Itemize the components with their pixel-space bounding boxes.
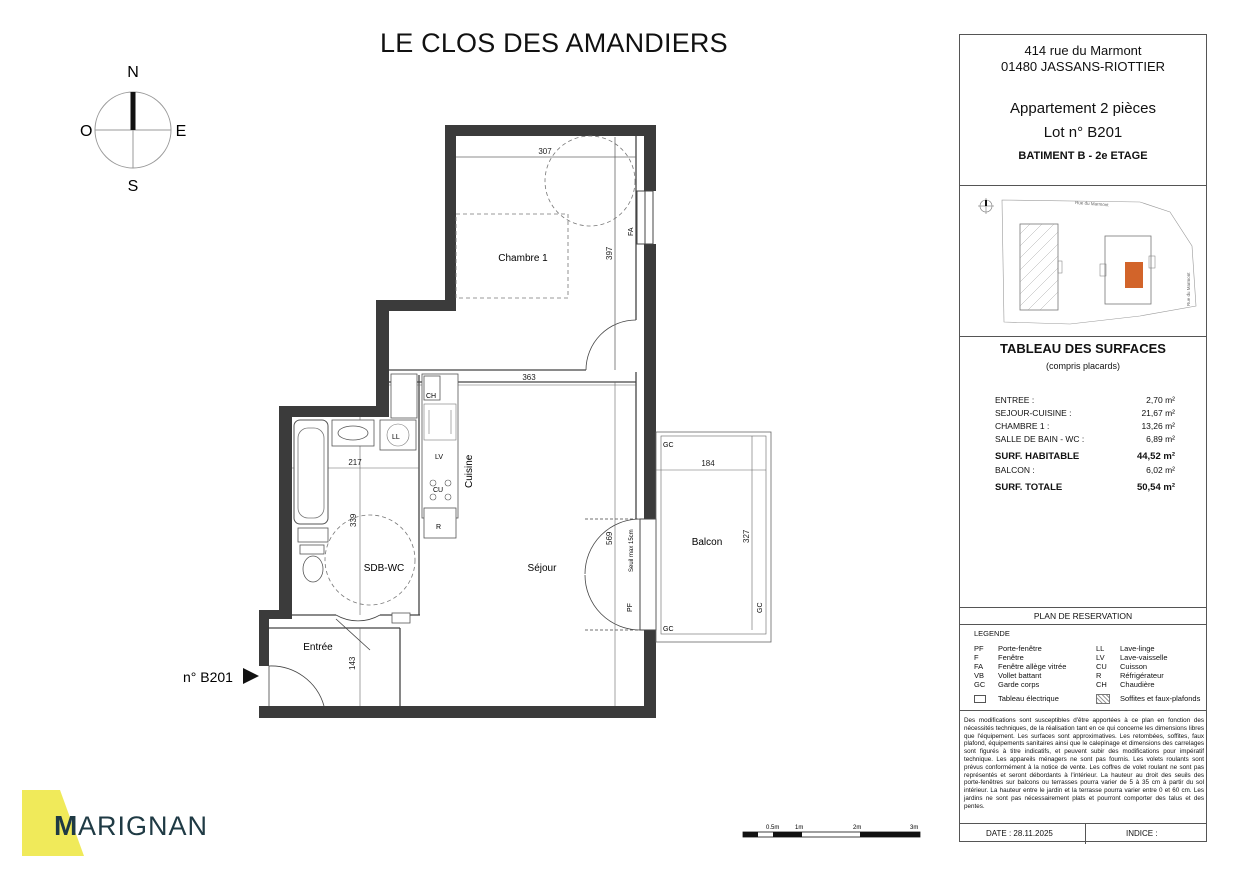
room-sejour: Séjour [527,563,557,574]
compass-west: O [80,123,93,140]
r-label: R [436,524,442,531]
compass-north: N [127,64,139,81]
cu-label: CU [433,487,444,494]
surface-totale-row [995,478,1175,496]
site-street-label: Rue du Marmont [1074,200,1109,208]
address-block [960,43,1206,75]
room-sdb: SDB-WC [363,563,405,574]
apartment-type: Appartement 2 pièces [1010,100,1156,117]
marignan-logo [22,790,252,860]
plan-reservation-label: PLAN DE RESERVATION [1033,611,1133,621]
electric-panel-icon [974,695,986,703]
dim-327: 327 [742,529,751,543]
lv-label: LV [435,454,444,461]
legend-right-list: LL Lave-linge LV Lave-vaisselle CU Cuisson R Réfrigérateur CH Chaudière [1096,644,1168,689]
logo-letter: M [54,810,78,841]
room-cuisine: Cuisine [464,454,475,488]
dim-307: 307 [538,147,552,156]
ll-label: LL [392,434,400,441]
surface-value: 21,67 m² [1141,408,1175,418]
dim-217: 217 [348,458,362,467]
entry-arrow-icon [243,668,259,684]
surface-habitable-value: 44,52 m² [1136,450,1175,462]
indice-label: INDICE : [1126,829,1158,838]
surface-habitable-row [995,447,1175,465]
legend-block [960,607,1206,711]
compass-east: E [175,123,187,140]
table-title: TABLEAU DES SURFACES [1000,341,1166,356]
surface-row [995,421,1175,434]
address-line-2: 01480 JASSANS-RIOTTIER [1001,59,1165,74]
lot-highlight [1125,262,1143,288]
surface-label: SEJOUR-CUISINE : [995,408,1072,418]
surface-label: CHAMBRE 1 : [995,421,1050,431]
surface-row [995,408,1175,421]
lot-label: n° B201 [183,669,233,685]
legend-title: LEGENDE [974,629,1010,638]
legend-soffites: Soffites et faux-plafonds [1096,694,1200,704]
ch-label: CH [426,393,437,400]
dim-397: 397 [605,246,614,260]
site-street-label-2: Rue du Marmont [1186,272,1191,306]
date-label: DATE : 28.11.2025 [986,829,1053,838]
seuil-label: Seuil max 15cm [629,529,635,572]
lot-number: Lot n° B201 [1043,124,1123,141]
gc-label-bottom: GC [663,626,674,633]
dim-363: 363 [522,373,536,382]
site-plan [960,185,1206,337]
dim-143: 143 [348,656,357,670]
apartment-block [960,97,1206,145]
surface-habitable-label: SURF. HABITABLE [995,450,1080,462]
scale-label-3: 3m [910,825,919,831]
logo-text: ARIGNAN [78,811,209,841]
table-subtitle: (compris placards) [1045,361,1121,371]
scale-label-0: 0.5m [766,825,780,831]
dim-339: 339 [349,513,358,527]
room-balcon: Balcon [691,537,723,548]
footer [960,823,1206,843]
surface-table [995,395,1175,496]
building-floor: BATIMENT B - 2e ETAGE [1018,150,1148,162]
compass-south: S [127,178,139,195]
dim-569: 569 [605,531,614,545]
scale-label-1: 1m [795,825,804,831]
balcon-row [995,465,1175,478]
surface-value: 2,70 m² [1146,395,1175,405]
toilet-icon [303,556,323,582]
gc-label-top: GC [663,442,674,449]
window-fa-label: FA [628,227,635,236]
pf-label: PF [627,603,634,612]
balcon-label: BALCON : [995,465,1035,475]
surface-row [995,395,1175,408]
scale-bar [740,820,930,842]
disclaimer: Des modifications sont susceptibles d'être apportées à ce plan en fonction des nécessités techniques, de la réalisation tant en ce qui concerne les dimensions libres que l'équipement. Les surfaces sont approximatives. Les retombées, soffites, faux plafond, équipements sanitaires ainsi que le calepinage et dimensions des carrelages sont figurés à titre indicatifs, et peuvent subir des modifications pour impératif technique. Les appareils ménagers ne sont pas fournis. Les volets roulants sont prévus conformément à la notice de vente. Les coffres de volet roulant ne sont pas représentés et seront débordants à l'intérieur. La hauteur au droit des seuils des porte-fenêtres sur balcons ou terrasses pourra varier de 5 à 35 cm à partir du sol intérieur. La hauteur entre le jardin et la terrasse pourra varier entre 0 et 60 cm. Les jardins ne sont pas nécessairement plats et pourront comporter des talus et des pentes. [964,717,1204,810]
legend-elec: Tableau électrique [974,694,1059,703]
gc-label-side: GC [757,602,764,613]
bathtub-icon [294,420,328,524]
surface-label: ENTREE : [995,395,1035,405]
surface-value: 6,89 m² [1146,434,1175,444]
surface-label: SALLE DE BAIN - WC : [995,434,1085,444]
info-panel [959,34,1207,842]
balcon-value: 6,02 m² [1146,465,1175,475]
surface-value: 13,26 m² [1141,421,1175,431]
page-title: LE CLOS DES AMANDIERS [380,28,728,58]
room-chambre: Chambre 1 [498,253,548,264]
legend-left-list: PF Porte-fenêtre F Fenêtre FA Fenêtre allège vitrée VB Vollet battant GC Garde corps [974,644,1067,689]
hatch-icon [1096,694,1110,704]
dim-184: 184 [701,459,715,468]
surface-totale-label: SURF. TOTALE [995,481,1063,493]
room-entree: Entrée [303,642,333,653]
surface-row [995,434,1175,447]
electric-panel-icon [392,613,410,623]
site-plan-drawing [960,186,1206,336]
scale-label-2: 2m [853,825,862,831]
address-line-1: 414 rue du Marmont [1024,43,1142,58]
surface-totale-value: 50,54 m² [1136,481,1175,493]
